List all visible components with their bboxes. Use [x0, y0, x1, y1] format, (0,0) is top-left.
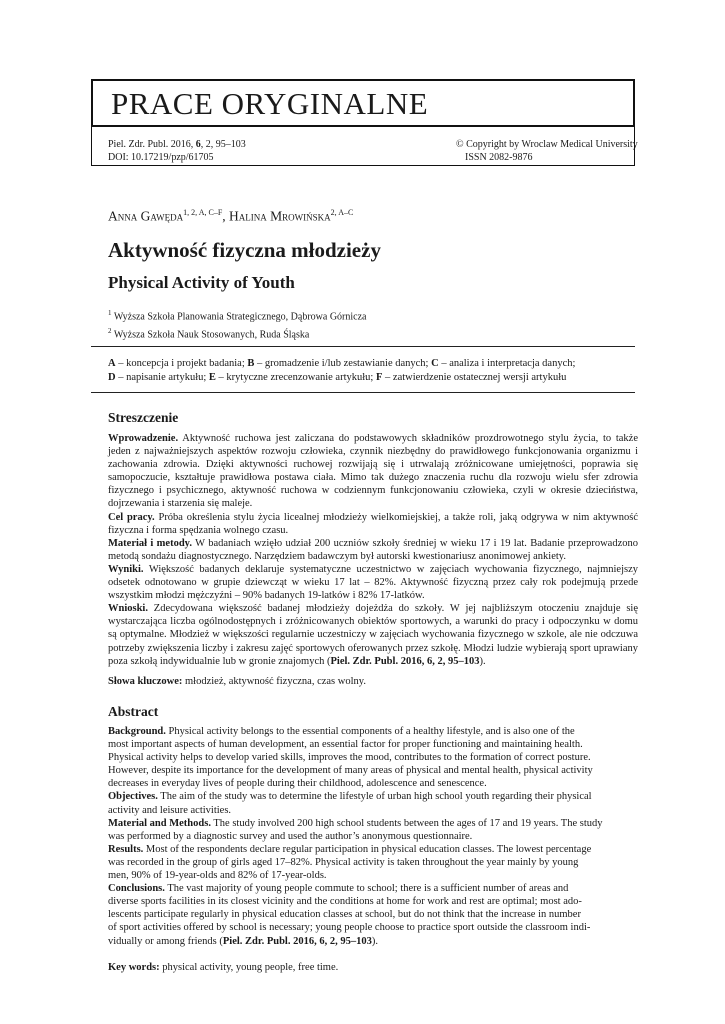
abstract-line — [108, 790, 638, 803]
streszczenie-results — [108, 563, 638, 602]
section-text: Większość badanych deklaruje systematyczne uczestnictwo w zajęciach wychowania fizycznego, najmniejszy odsetek odnotowano w grupie dziewcząt w wieku 17 lat – 82%. Aktywność fizyczną przez cały rok podejmują przede wszystkim młodzi mężczyźni – 90% badanych 19-latków i 82% 17-latków. — [108, 563, 638, 602]
contribution-key: F — [375, 372, 383, 383]
affiliations — [108, 306, 366, 343]
abstract-body — [108, 725, 638, 948]
abstract-line: decreases in everyday lives of people during their childhood, adolescence and senescence. — [108, 778, 487, 790]
affiliation — [108, 324, 366, 342]
streszczenie-keywords — [108, 675, 638, 688]
divider — [91, 346, 635, 347]
section-label: Results. — [108, 843, 144, 855]
journal-header-box — [91, 79, 635, 127]
affiliation-number: 2 — [108, 327, 112, 336]
citation-reference: Piel. Zdr. Publ. 2016, 6, 2, 95–103 — [222, 935, 372, 947]
contribution-line — [108, 357, 628, 371]
author-list: Anna Gawęda$^{1, 2, A, C-F}$, Halina Mrowińska$^{2, A-C}$ — [108, 208, 354, 224]
abstract-line: was recorded in the group of girls aged 17–82%. Physical activity is taken throughout the year mainly by young — [108, 856, 579, 868]
section-text: ). — [479, 655, 486, 667]
article-title-english: Physical Activity of Youth — [108, 273, 295, 292]
affiliation — [108, 306, 366, 324]
citation-box — [91, 126, 638, 166]
section-text: The aim of the study was to determine the lifestyle of urban high school youth regarding their physical — [157, 791, 592, 803]
section-text: The vast majority of young people commute to school; there is a sufficient number of areas and — [164, 883, 569, 895]
section-label: Cel pracy. — [108, 511, 155, 523]
article-title-polish: Aktywność fizyczna młodzieży — [108, 238, 381, 262]
abstract-line: of sport activities offered by school is necessary; young people choose to practice sport outside the classroom indi- — [108, 922, 591, 934]
citation-info — [108, 139, 246, 164]
abstract-line: lescents participate regularly in physical education classes at school, but do not think that the increase in number — [108, 909, 581, 921]
abstract-line — [108, 817, 638, 830]
contribution-text: – zatwierdzenie ostatecznej wersji artykułu — [382, 372, 567, 383]
citation-journal: Piel. Zdr. Publ. 2016, — [108, 139, 196, 150]
streszczenie-methods — [108, 537, 638, 563]
contribution-key: B — [247, 358, 255, 369]
affiliation-number: 1 — [108, 309, 112, 317]
abstract-line: However, despite its importance for the development of many areas of physical and mental health, physical activity — [108, 765, 593, 777]
streszczenie-body — [108, 432, 638, 668]
section-text: Most of the respondents declare regular participation in physical education classes. The lowest percentage — [143, 843, 592, 855]
copyright: © Copyright by Wroclaw Medical University — [456, 139, 638, 150]
abstract-heading: Abstract — [108, 704, 159, 719]
contribution-text: – napisanie artykułu; — [115, 372, 209, 383]
keywords-text: młodzież, aktywność fizyczna, czas wolny. — [182, 676, 366, 687]
contribution-text: – gromadzenie i/lub zestawianie danych; — [254, 358, 432, 369]
issn: ISSN 2082-9876 — [465, 151, 533, 163]
contribution-text: – koncepcja i projekt badania; — [115, 358, 248, 369]
section-text: Aktywność ruchowa jest zaliczana do podstawowych składników prozdrowotnego stylu życia, to także jeden z najważniejszych aspektów rozwoju człowieka, czynnik niezbędny do prawidłowego funkcjonowania organizmu i zachowania zdrowia. Dzięki aktywności ruchowej rozwijają się i utrwalają zróżnicowane umiejętności, poprawia się samopoczucie, kształtuje prawidłowa postawa ciała. Mimo tak dużego znaczenia ruchu dla rozwoju wielu sfer zdrowia fizycznego i psychicznego, aktywność ruchowa w codziennym funkcjonowaniu człowieka, czyli w okresie dzieciństwa, dojrzewania i starzenia się maleje. — [108, 433, 638, 510]
contribution-key: A — [108, 358, 116, 369]
section-text: Zdecydowana większość badanej młodzieży dojeżdża do szkoły. W jej najbliższym otoczeniu znajduje się wystarczająca liczba ogólnodostępnych i zróżnicowanych obiektów sportowych, a warunki do pracy i odpoczynku w domu są optymalne. Młodzież w większości regularnie uczestniczy w zajęciach wychowania fizycznego w szkole, ale nie odczuwa potrzeby zwiększenia liczby i zakresu zajęć sportowych oferowanych przez szkołę. Młodzi ludzie wybierają sport uprawiany poza szkołą indywidualnie lub w gronie znajomych ( — [108, 603, 638, 667]
section-label: Background. — [108, 726, 166, 737]
author-name: Halina Mrowińska — [229, 208, 331, 224]
contribution-key: C — [431, 358, 439, 369]
abstract-line: most important aspects of human development, an essential factor for proper functioning and maintaining health. — [108, 739, 583, 751]
affiliation-text: Wyższa Szkoła Planowania Strategicznego, Dąbrowa Górnicza — [113, 311, 367, 323]
affiliation-text: Wyższa Szkoła Nauk Stosowanych, Ruda Śląska — [113, 329, 310, 341]
abstract-line: men, 90% of 19-year-olds and 82% of 17-year-olds. — [108, 870, 327, 882]
streszczenie-heading: Streszczenie — [108, 410, 179, 425]
abstract-line: Physical activity helps to develop varied skills, improves the mood, contributes to the formation of correct posture. — [108, 752, 591, 764]
keywords-label: Słowa kluczowe: — [108, 676, 183, 687]
streszczenie-introduction — [108, 432, 638, 511]
author-contributions — [108, 357, 628, 385]
abstract-line — [108, 935, 638, 948]
abstract-keywords — [108, 961, 638, 974]
abstract-line — [108, 843, 638, 856]
abstract-line — [108, 725, 638, 738]
citation-volume: 6 — [195, 139, 201, 150]
section-label: Wyniki. — [108, 563, 144, 575]
citation-line — [108, 139, 246, 152]
section-label: Objectives. — [108, 791, 158, 803]
contribution-key: E — [208, 372, 216, 383]
section-text: Physical activity belongs to the essential components of a healthy lifestyle, and is also one of the — [165, 726, 575, 737]
contribution-text: – krytyczne zrecenzowanie artykułu; — [215, 372, 376, 383]
streszczenie-conclusions — [108, 602, 638, 667]
keywords-label: Key words: — [108, 962, 160, 973]
journal-section-title: PRACE ORYGINALNE — [111, 86, 429, 121]
author-superscript: 2, A–C — [330, 208, 354, 217]
section-label: Materiał i metody. — [108, 537, 192, 549]
citation-reference: Piel. Zdr. Publ. 2016, 6, 2, 95–103 — [330, 655, 480, 667]
abstract-line: activity and leisure activities. — [108, 804, 232, 816]
section-text: The study involved 200 high school students between the ages of 17 and 19 years. The study — [210, 817, 603, 829]
abstract-line: diverse sports facilities in its closest vicinity and the conditions at home for work and rest are optimal; most ado- — [108, 896, 582, 908]
author-name: Anna Gawęda — [108, 208, 184, 224]
section-text: ). — [371, 935, 378, 947]
citation-pages: , 2, 95–103 — [200, 139, 246, 150]
section-label: Wprowadzenie. — [108, 433, 179, 444]
streszczenie-aim — [108, 511, 638, 537]
abstract-line: was performed by a diagnostic survey and used the author’s anonymous questionnaire. — [108, 830, 473, 842]
keywords-text: physical activity, young people, free time. — [159, 962, 339, 973]
divider — [91, 392, 635, 393]
abstract-line — [108, 882, 638, 895]
contribution-text: – analiza i interpretacja danych; — [438, 358, 576, 369]
section-label: Material and Methods. — [108, 817, 211, 829]
section-text: Próba określenia stylu życia licealnej młodzieży wielkomiejskiej, a także roli, jaką odgrywa w nim aktywność fizyczna i forma spędzania wolnego czasu. — [108, 511, 638, 536]
doi[interactable]: DOI: 10.17219/pzp/61705 — [108, 151, 214, 163]
section-label: Conclusions. — [108, 883, 165, 895]
section-text: W badaniach wzięło udział 200 uczniów szkoły średniej w wieku 17 i 19 lat. Badanie przeprowadzono metodą sondażu diagnostycznego. Narzędziem badawczym był autorski kwestionariusz anonimowej ankiety. — [108, 537, 638, 562]
section-text: vidually or among friends ( — [108, 935, 223, 947]
author-superscript: 1, 2, A, C–F — [183, 208, 223, 217]
section-label: Wnioski. — [108, 603, 148, 615]
contribution-line — [108, 371, 628, 385]
copyright-info — [456, 139, 638, 164]
contribution-key: D — [108, 372, 116, 383]
